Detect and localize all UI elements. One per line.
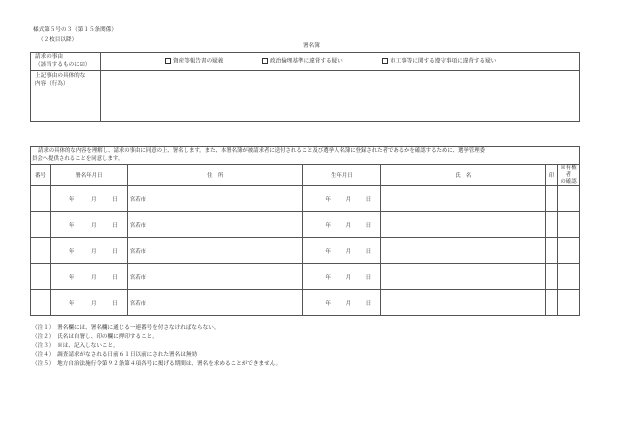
cell-confirm: [558, 264, 580, 290]
birth-year-label: 年: [325, 222, 331, 229]
header-confirm-line2: の確認: [560, 178, 577, 185]
header-confirm-line1: ※有権者: [560, 165, 577, 178]
birth-year-label: 年: [325, 300, 331, 307]
table-row: [31, 290, 580, 316]
birth-day-label: 日: [365, 300, 372, 307]
reason-label: 請求の事由: [35, 54, 63, 60]
checkbox-icon[interactable]: [382, 58, 388, 64]
sign-month-label: 月: [91, 196, 97, 203]
header-address: 住 所: [127, 165, 303, 186]
cell-address[interactable]: [127, 238, 303, 264]
header-number: 番号: [31, 165, 51, 186]
sign-year-label: 年: [68, 300, 75, 307]
birth-day-label: 日: [365, 222, 372, 229]
cell-name[interactable]: [381, 290, 546, 316]
reason-sublabel-close: ）: [84, 62, 91, 68]
address-city: 宮若市: [129, 248, 147, 255]
header-confirm: [558, 165, 580, 186]
note-1: （注１） 署名欄には、署名欄に通じる一連番号を付さなければならない。: [32, 325, 220, 331]
consent-line2: 員会へ提供されることを同意します。: [32, 156, 124, 162]
header-seal: 印: [546, 165, 558, 186]
address-city: 宮若市: [129, 196, 147, 203]
cell-confirm: [558, 212, 580, 238]
address-city: 宮若市: [129, 222, 147, 229]
table-row: [31, 238, 580, 264]
header-birth-date: 生年月日: [303, 165, 381, 186]
cell-confirm: [558, 186, 580, 212]
reason-option-label: 市工事等に関する遵守事項に違背する疑い: [390, 58, 497, 65]
detail-label-line2: 内容（行為）: [35, 81, 69, 87]
cell-address[interactable]: [127, 186, 303, 212]
cell-number[interactable]: [31, 264, 51, 290]
cell-seal[interactable]: [546, 290, 558, 316]
birth-year-label: 年: [325, 248, 331, 255]
birth-day-label: 日: [365, 196, 372, 203]
cell-birth-date[interactable]: [303, 238, 381, 264]
cell-confirm: [558, 290, 580, 316]
signature-table: [30, 164, 580, 316]
cell-address[interactable]: [127, 212, 303, 238]
cell-seal[interactable]: [546, 238, 558, 264]
birth-month-label: 月: [345, 222, 351, 229]
cell-seal[interactable]: [546, 212, 558, 238]
birth-month-label: 月: [345, 300, 351, 307]
cell-seal[interactable]: [546, 186, 558, 212]
note-3: （注３） ※は、記入しないこと。: [32, 343, 119, 349]
reason-option-label: 資産等報告書の疑義: [173, 58, 224, 65]
note-5: （注５） 地方自治法施行令第９２条第４項各号に掲げる期間は、署名を求めることができません。: [32, 361, 282, 367]
cell-sign-date[interactable]: [50, 264, 127, 290]
table-row: [31, 212, 580, 238]
birth-day-label: 日: [365, 248, 372, 255]
sign-day-label: 日: [112, 274, 118, 281]
reason-option-assets[interactable]: [165, 58, 223, 65]
cell-number[interactable]: [31, 238, 51, 264]
birth-day-label: 日: [365, 274, 372, 281]
cell-seal[interactable]: [546, 264, 558, 290]
reason-option-label: 政治倫理基準に違背する疑い: [270, 58, 343, 65]
cell-sign-date[interactable]: [50, 238, 127, 264]
cell-sign-date[interactable]: [50, 290, 127, 316]
table-row: [31, 186, 580, 212]
sign-year-label: 年: [68, 196, 75, 203]
birth-year-label: 年: [325, 274, 331, 281]
cell-number[interactable]: [31, 186, 51, 212]
birth-month-label: 月: [345, 196, 351, 203]
checkbox-icon[interactable]: [262, 58, 268, 64]
cell-birth-date[interactable]: [303, 212, 381, 238]
sign-year-label: 年: [68, 222, 75, 229]
reason-sublabel-text: （該当するものに: [35, 62, 80, 68]
document-title: 署名簿: [303, 43, 320, 49]
cell-name[interactable]: [381, 238, 546, 264]
cell-name[interactable]: [381, 212, 546, 238]
cell-confirm: [558, 238, 580, 264]
cell-name[interactable]: [381, 264, 546, 290]
sign-month-label: 月: [91, 274, 97, 281]
sign-day-label: 日: [112, 300, 118, 307]
header-name: 氏 名: [381, 165, 546, 186]
check-mark-icon: ☑: [79, 62, 85, 68]
cell-address[interactable]: [127, 290, 303, 316]
sign-year-label: 年: [68, 248, 75, 255]
sign-day-label: 日: [112, 196, 118, 203]
cell-sign-date[interactable]: [50, 186, 127, 212]
cell-birth-date[interactable]: [303, 290, 381, 316]
cell-number[interactable]: [31, 290, 51, 316]
detail-label-line1: 上記事由の具体的な: [35, 73, 86, 79]
sign-month-label: 月: [91, 248, 97, 255]
address-city: 宮若市: [129, 274, 147, 281]
cell-birth-date[interactable]: [303, 186, 381, 212]
form-number: 様式第５号の３（第１５条関係）: [33, 27, 117, 33]
cell-number[interactable]: [31, 212, 51, 238]
birth-month-label: 月: [345, 274, 351, 281]
note-2: （注２） 氏名は自署し、印の欄に押印すること。: [32, 334, 158, 340]
cell-address[interactable]: [127, 264, 303, 290]
header-sign-date: 署名年月日: [50, 165, 127, 186]
note-4: （注４） 調査請求がなされる日前６１日以前にされた署名は無効: [32, 352, 198, 358]
sign-month-label: 月: [91, 300, 97, 307]
sign-month-label: 月: [91, 222, 97, 229]
reason-sublabel: [35, 62, 90, 69]
cell-sign-date[interactable]: [50, 212, 127, 238]
sign-day-label: 日: [112, 222, 118, 229]
cell-birth-date[interactable]: [303, 264, 381, 290]
consent-line1: 請求の具体的な内容を理解し、請求の事由に同意の上、署名します。また、本署名簿が被請求者に送付されること及び選挙人名簿に登録された者であるかを確認するために、選挙管理委: [38, 148, 485, 154]
cell-name[interactable]: [381, 186, 546, 212]
page-note: （２枚目以降）: [38, 37, 78, 43]
reason-option-construction[interactable]: [382, 58, 496, 65]
reason-option-ethics[interactable]: [262, 58, 343, 65]
birth-month-label: 月: [345, 248, 351, 255]
table-header-row: [31, 165, 580, 186]
sign-year-label: 年: [68, 274, 75, 281]
checkbox-icon[interactable]: [165, 58, 171, 64]
table-row: [31, 264, 580, 290]
address-city: 宮若市: [129, 300, 147, 307]
birth-year-label: 年: [325, 196, 331, 203]
sign-day-label: 日: [112, 248, 118, 255]
